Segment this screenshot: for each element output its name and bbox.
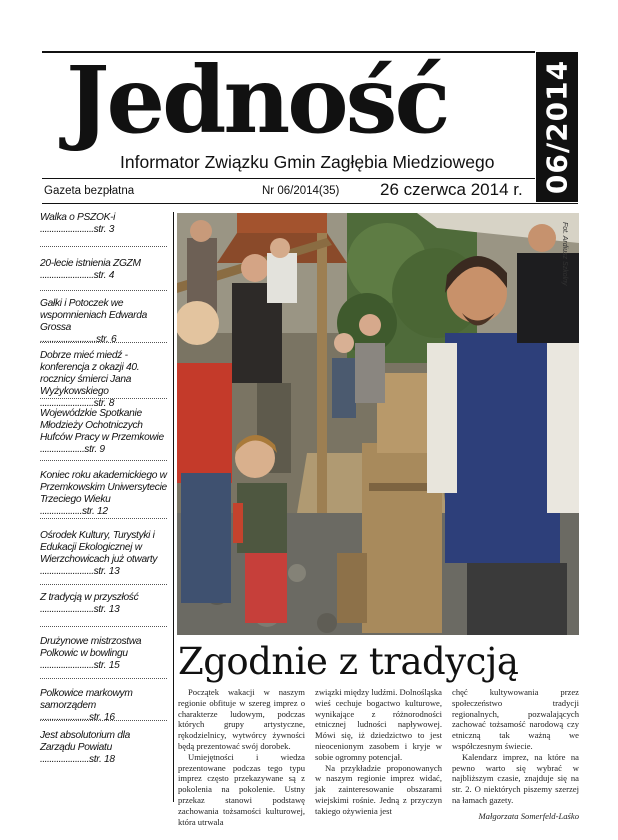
issue-number: Nr 06/2014(35) [262,185,340,197]
toc-item[interactable]: Gałki i Potoczek we wspomnieniach Edwarda Grossa ........................str. 6 [40,298,147,345]
toc-item-title: 20-lecie istnienia ZGZM [40,258,141,269]
toc-item-title: Ośrodek Kultury, Turystyki i Edukacji Ekologicznej w Wierzchowicach już otwarty [40,530,158,565]
photo-credit: Fot. Ardiusz Szkolny [561,222,568,286]
article-paragraph: Początek wakacji w naszym regionie obfituje w szereg imprez o charakterze ludowym, podczas których grupy artystyczne, rękodzielnicy, wytwórcy żywności będą prezentować swój dorobek. [178,687,305,751]
toc-separator [40,584,167,585]
toc-item[interactable]: Koniec roku akademickiego w Przemkowskim Uniwersytecie Trzeciego Wieku ..................str. 12 [40,470,167,517]
toc-item-page: str. 12 [81,506,108,517]
toc-item-title: Jest absolutorium dla Zarządu Powiatu [40,730,130,753]
toc-separator [40,290,167,291]
article-column-1 [178,687,305,827]
header-rule [42,203,578,204]
toc-item[interactable]: Walka o PSZOK-i .......................str. 3 [40,212,116,235]
toc-separator [40,678,167,679]
toc-item-page: str. 18 [88,754,115,765]
toc-item[interactable]: Wojewódzkie Spotkanie Młodzieży Ochotniczych Hufców Pracy w Przemkowie ...................str. 9 [40,408,164,455]
toc-item-page: str. 8 [93,398,115,409]
article-column-2 [315,687,442,817]
masthead-subtitle: Informator Związku Gmin Zagłębia Miedziowego [120,152,495,172]
article-paragraph: Kalendarz imprez, na które na pewno warto się wybrać w najbliższym czasie, znajduje się na str. 2. O niektórych piszemy szerzej na łamach gazety. [452,751,579,805]
toc-separator [40,626,167,627]
cover-photo [177,213,579,635]
toc-separator [40,720,167,721]
toc-separator [40,246,167,247]
toc-item-title: Walka o PSZOK-i [40,212,116,223]
toc-separator [40,342,167,343]
toc-item-page: str. 15 [93,660,120,671]
toc-item-title: Gałki i Potoczek we wspomnieniach Edwarda Grossa [40,298,147,333]
toc-item[interactable]: Ośrodek Kultury, Turystyki i Edukacji Ekologicznej w Wierzchowicach już otwarty .......................str. 13 [40,530,158,577]
toc-item-page: str. 9 [84,444,105,455]
toc-item-page: str. 13 [93,604,120,615]
toc-item[interactable]: Z tradycją w przyszłość .......................str. 13 [40,592,139,615]
article-paragraph: związki między ludźmi. Dolnośląska wieś cechuje bogactwo kulturowe, wynikające z różnorodności etnicznej ludności napływowej. Mówi się, iż dziedzictwo to jest nieocenionym zasobem i kryje w sobie ogromny potencjał. [315,687,442,762]
toc-separator [40,460,167,461]
masthead-title: Jedność [66,46,448,154]
toc-item-page: str. 3 [93,224,115,235]
issue-badge-text: 06/2014 [540,59,574,195]
article-paragraph: Umiejętności i wiedza prezentowane podczas tego typu imprez często przekazywane są z pokolenia na pokolenie. Ustny przekaz stanowi podstawę zachowania tożsamości kulturowej, która utrwala [178,751,305,827]
column-rule [173,212,174,802]
toc-item[interactable]: Drużynowe mistrzostwa Polkowic w bowlingu .......................str. 15 [40,636,142,671]
masthead-bottom-rule [42,178,535,179]
toc-item-title: Z tradycją w przyszłość [40,592,139,603]
article-column-3 [452,687,579,822]
toc-item[interactable]: 20-lecie istnienia ZGZM .......................str. 4 [40,258,141,281]
article-author: Małgorzata Somerfeld-Laśko [478,810,579,821]
toc-separator [40,398,167,399]
issue-badge [536,52,578,202]
article-body [178,687,580,827]
toc-item[interactable]: Polkowice markowym samorządem .....................str. 16 [40,688,133,723]
issue-date: 26 czerwca 2014 r. [380,180,523,199]
toc-separator [40,518,167,519]
toc-item-page: str. 6 [95,334,117,345]
toc-item-title: Polkowice markowym samorządem [40,688,133,711]
toc-item-page: str. 13 [93,566,120,577]
article-headline: Zgodnie z tradycją [178,640,519,683]
toc-item-title: Koniec roku akademickiego w Przemkowskim Uniwersytecie Trzeciego Wieku [40,470,167,505]
toc-item-page: str. 4 [93,270,115,281]
toc-item-title: Drużynowe mistrzostwa Polkowic w bowlingu [40,636,142,659]
article-paragraph: chęć kultywowania przez społeczeństwo tradycji regionalnych, pozwalających zachować tożsamość narodową czy etniczną tak ważną we współczesnym świecie. [452,687,579,751]
article-paragraph: Na przykładzie proponowanych w naszym regionie imprez widać, jak zainteresowanie obszarami wiejskimi rośnie. Jedną z przyczyn takiego ożywienia jest [315,762,442,816]
toc-item[interactable]: Jest absolutorium dla Zarządu Powiatu .....................str. 18 [40,730,130,765]
free-newspaper-label: Gazeta bezpłatna [44,185,135,197]
toc-item-page: str. 16 [88,712,115,723]
toc-item-title: Wojewódzkie Spotkanie Młodzieży Ochotniczych Hufców Pracy w Przemkowie [40,408,164,443]
toc-item[interactable]: Dobrze mieć miedź - konferencja z okazji 40. rocznicy śmierci Jana Wyżykowskiego .......................str. 8 [40,350,140,409]
toc-item-title: Dobrze mieć miedź - konferencja z okazji 40. rocznicy śmierci Jana Wyżykowskiego [40,350,140,397]
